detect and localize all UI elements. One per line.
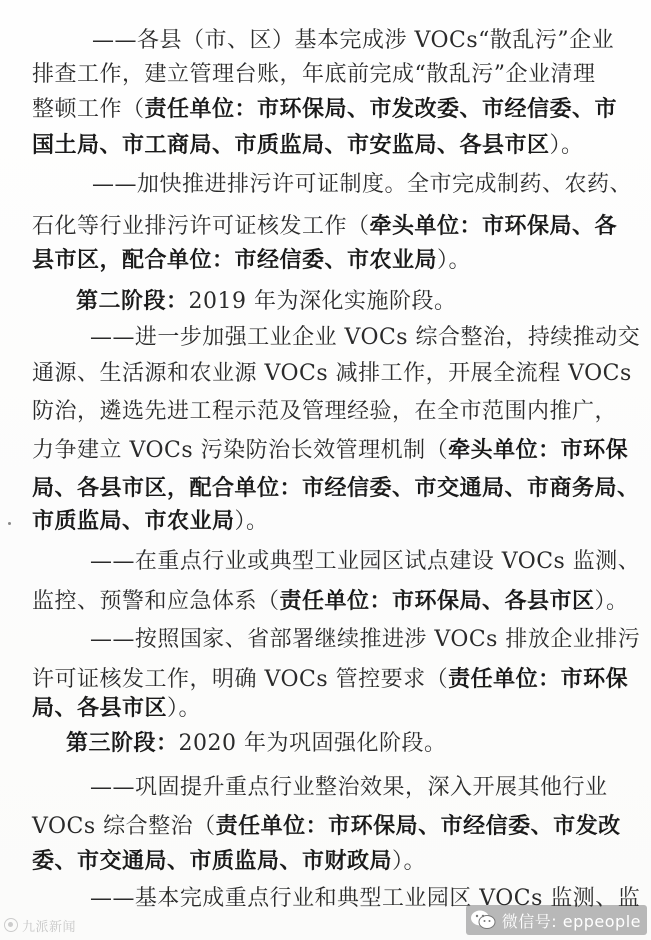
text-line [32, 245, 471, 275]
bold-text-segment: 县市区，配合单位：市经信委、市农业局 [32, 247, 438, 273]
text-line [32, 506, 269, 536]
bold-text-segment: 牵头单位：市环保 [448, 437, 629, 463]
text-segment: 通源、生活源和农业源 VOCs 减排工作，开展全流程 VOCs [32, 361, 632, 386]
wechat-watermark [466, 905, 647, 935]
text-segment: 石化等行业排污许可证核发工作（ [32, 214, 370, 239]
text-line [92, 170, 632, 200]
bold-text-segment: 第三阶段： [66, 730, 179, 756]
text-segment: ）。 [167, 696, 202, 721]
bold-text-segment: 市质监局、市农业局 [32, 508, 235, 534]
text-line [32, 359, 632, 389]
text-line [32, 586, 629, 616]
text-segment: 力争建立 VOCs 污染防治长效管理机制（ [32, 438, 449, 463]
text-segment: 整顿工作（ [32, 97, 145, 122]
text-line [32, 211, 617, 241]
text-segment: ——按照国家、省部署继续推进涉 VOCs 排放企业排污 [90, 627, 641, 652]
text-segment: ——加快推进排污许可证制度。全市完成制药、农药、 [92, 172, 633, 197]
text-segment: ）。 [549, 133, 584, 158]
text-segment: VOCs 综合整治（ [32, 814, 216, 839]
watermark-left-text: 九派新闻 [22, 919, 77, 935]
text-segment: ——巩固提升重点行业整治效果，深入开展其他行业 [90, 775, 608, 800]
bold-text-segment: 国土局、市工商局、市质监局、市安监局、各县市区 [32, 132, 550, 158]
text-line [32, 397, 617, 427]
text-segment: 防治，遴选先进工程示范及管理经验，在全市范围内推广， [32, 399, 618, 424]
bold-text-segment: 第二阶段： [76, 288, 189, 314]
text-line [90, 773, 608, 803]
bold-text-segment: 牵头单位：市环保局、各 [369, 213, 618, 239]
wechat-icon [470, 909, 496, 931]
text-line [32, 846, 426, 876]
bold-text-segment: 委、市交通局、市质监局、市财政局 [32, 848, 393, 874]
text-line [90, 323, 640, 353]
text-line [92, 26, 614, 56]
bold-text-segment: 局、各县市区 [32, 695, 168, 721]
bold-text-segment: 责任单位：市环保局、市经信委、市发改 [215, 813, 621, 839]
text-line [90, 625, 640, 655]
text-line [32, 811, 621, 841]
text-segment: ）。 [392, 849, 427, 874]
bold-text-segment: 责任单位：市环保局、各县市区 [279, 588, 595, 614]
text-segment: 2020 年为巩固强化阶段。 [178, 731, 447, 756]
text-line [32, 435, 628, 465]
text-line [66, 728, 447, 758]
text-line [32, 60, 596, 90]
watermark-left [4, 914, 76, 936]
text-line [32, 473, 640, 503]
text-segment: 许可证核发工作，明确 VOCs 管控要求（ [32, 667, 449, 692]
bold-text-segment: 责任单位：市环保局、市发改委、市经信委、市 [144, 96, 618, 122]
text-line [32, 94, 617, 124]
bold-text-segment: 责任单位：市环保 [448, 666, 629, 692]
text-line [90, 547, 640, 577]
text-line [32, 693, 201, 723]
text-segment: 2019 年为深化实施阶段。 [188, 289, 457, 314]
text-segment: ）。 [234, 509, 269, 534]
text-segment: ——进一步加强工业企业 VOCs 综合整治，持续推动交 [90, 325, 641, 350]
text-segment: 监控、预警和应急体系（ [32, 589, 280, 614]
text-line [32, 664, 628, 694]
wechat-id-text: 微信号: eppeople [501, 911, 641, 931]
text-segment: ——在重点行业或典型工业园区试点建设 VOCs 监测、 [90, 549, 641, 574]
text-line [32, 130, 584, 160]
text-segment: ）。 [437, 248, 472, 273]
text-segment: ——各县（市、区）基本完成涉 VOCs“散乱污”企业 [92, 28, 615, 53]
news-logo-icon [4, 918, 18, 932]
bold-text-segment: 局、各县市区，配合单位：市经信委、市交通局、市商务局、 [32, 475, 640, 501]
text-segment: ——基本完成重点行业和典型工业园区 VOCs 监测、监 [90, 886, 641, 911]
scan-speck [8, 522, 11, 525]
text-segment: 排查工作，建立管理台账，年底前完成“散乱污”企业清理 [32, 62, 596, 87]
text-segment: ）。 [594, 589, 629, 614]
text-line [76, 286, 457, 316]
